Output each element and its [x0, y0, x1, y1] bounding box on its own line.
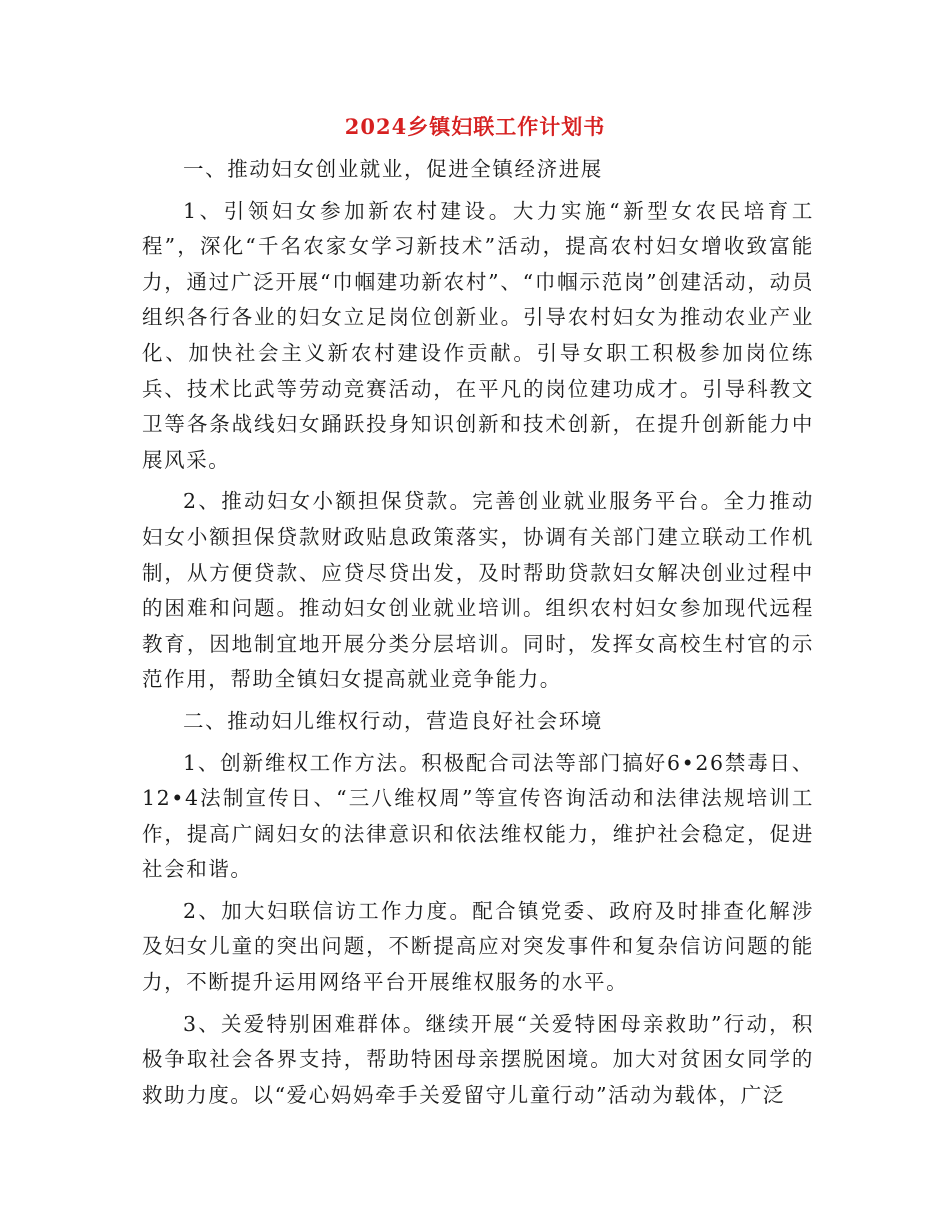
document-title: 2024乡镇妇联工作计划书 — [344, 114, 606, 139]
paragraph-1-1: 1、引领妇女参加新农村建设。大力实施“新型女农民培育工程”，深化“千名农家女学习新技术”活动，提高农村妇女增收致富能力，通过广泛开展“巾帼建功新农村”、“巾帼示范岗”创建活动，动员组织各行各业的妇女立足岗位创新业。引导农村妇女为推动农业产业化、加快社会主义新农村建设作贡献。引导女职工积极参加岗位练兵、技术比武等劳动竞赛活动，在平凡的岗位建功成才。引导科教文卫等各条战线妇女踊跃投身知识创新和技术创新，在提升创新能力中展风采。 — [142, 198, 814, 472]
paragraph-2-2: 2、加大妇联信访工作力度。配合镇党委、政府及时排查化解涉及妇女儿童的突出问题，不断提高应对突发事件和复杂信访问题的能力，不断提升运用网络平台开展维权服务的水平。 — [142, 898, 814, 995]
section-heading-2: 二、推动妇儿维权行动，营造良好社会环境 — [183, 708, 603, 733]
paragraph-2-3: 3、关爱特别困难群体。继续开展“关爱特困母亲救助”行动，积极争取社会各界支持，帮助特困母亲摆脱困境。加大对贫困女同学的救助力度。以“爱心妈妈牵手关爱留守儿童行动”活动为载体，广泛 — [142, 1011, 814, 1107]
section-heading-1: 一、推动妇女创业就业，促进全镇经济进展 — [183, 157, 603, 181]
paragraph-1-2: 2、推动妇女小额担保贷款。完善创业就业服务平台。全力推动妇女小额担保贷款财政贴息政策落实，协调有关部门建立联动工作机制，从方便贷款、应贷尽贷出发，及时帮助贷款妇女解决创业过程中的困难和问题。推动妇女创业就业培训。组织农村妇女参加现代远程教育，因地制宜地开展分类分层培训。同时，发挥女高校生村官的示范作用，帮助全镇妇女提高就业竞争能力。 — [142, 489, 814, 692]
document-body — [142, 152, 814, 1119]
paragraph-2-1: 1、创新维权工作方法。积极配合司法等部门搞好6•26禁毒日、12•4法制宣传日、“三八维权周”等宣传咨询活动和法律法规培训工作，提高广阔妇女的法律意识和依法维权能力，维护社会稳定，促进社会和谐。 — [142, 750, 814, 882]
